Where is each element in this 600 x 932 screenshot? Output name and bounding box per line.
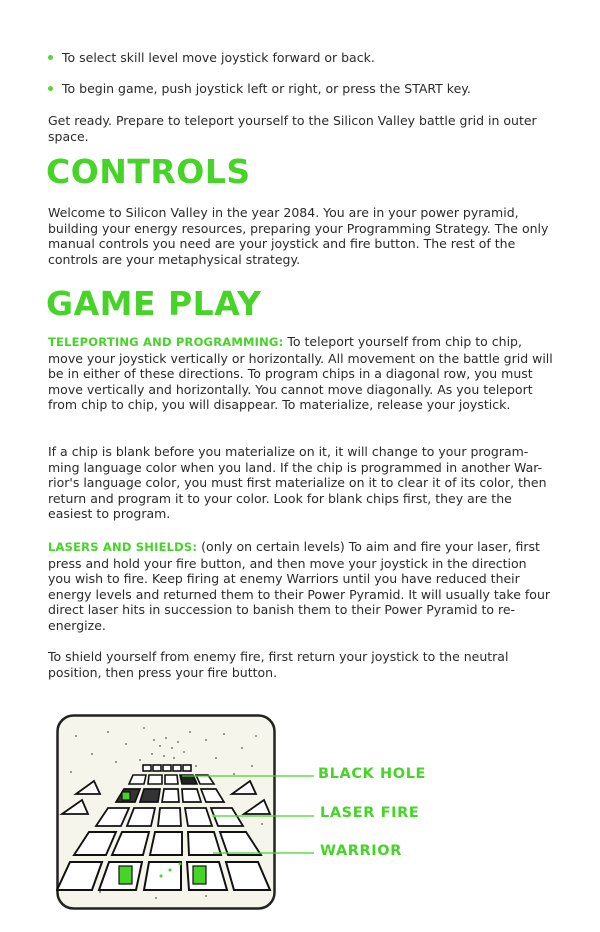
lasers-text: (only on certain levels) To aim and fire your laser, first press and hold your fire button, and then move your joystick in the direction you wish to fire. Keep firing at enemy Warriors until you have reduced their energy levels and returned them to their Power Pyramid. It will usually take four direct laser hits in succession to banish them to their Power Pyramid to re-energize. [48,539,551,633]
bullet-dot-icon [48,86,53,91]
grid-row-1 [143,765,191,771]
bullet-begin-game: To begin game, push joystick left or right, or press the START key. [48,81,568,97]
teleporting-paragraph [48,334,553,413]
bullet-skill-level: To select skill level move joystick forward or back. [48,50,568,66]
lasers-paragraph [48,539,553,634]
teleporting-text: To teleport yourself from chip to chip, move your joystick vertically or horizontally. All movement on the battle grid will be in either of these directions. To program chips in a diagonal row, you must move vertically and horizontally. You cannot move diagonally. As you teleport from chip to chip, you will disappear. To materialize, release your joystick. [48,334,553,413]
controls-paragraph: Welcome to Silicon Valley in the year 2084. You are in your power pyramid, building your energy resources, preparing your Programming Strategy. The only manual controls you need are your joystick and fire button. The rest of the controls are your metaphysical strategy. [48,205,549,267]
grid-row-5 [74,832,261,855]
get-ready-paragraph: Get ready. Prepare to teleport yourself to the Silicon Valley battle grid in outer space. [48,113,537,144]
controls-heading: CONTROLS [46,152,251,191]
lasers-lead: LASERS AND SHIELDS: [48,540,198,554]
blank-chip-paragraph: If a chip is blank before you materialize on it, it will change to your program-ming language color when you land. If the chip is programmed in another War-rior's language color, you must first materialize on it to clear it of its color, then return and program it to your color. Look for blank chips first, they are the easiest to program. [48,444,547,522]
warrior-label: WARRIOR [320,843,402,859]
grid-row-3 [116,789,224,802]
grid-row-4 [96,808,243,826]
grid-row-6 [57,862,270,890]
game-play-heading: GAME PLAY [46,284,262,323]
black-hole-label: BLACK HOLE [318,766,427,782]
callout-lines-outside [276,760,316,860]
shield-paragraph: To shield yourself from enemy fire, first return your joystick to the neutral position, then press your fire button. [48,649,509,680]
teleporting-lead: TELEPORTING AND PROGRAMMING: [48,335,284,349]
battle-grid-illustration [56,714,276,910]
bullet-dot-icon [48,55,53,60]
laser-fire-label: LASER FIRE [320,805,420,821]
